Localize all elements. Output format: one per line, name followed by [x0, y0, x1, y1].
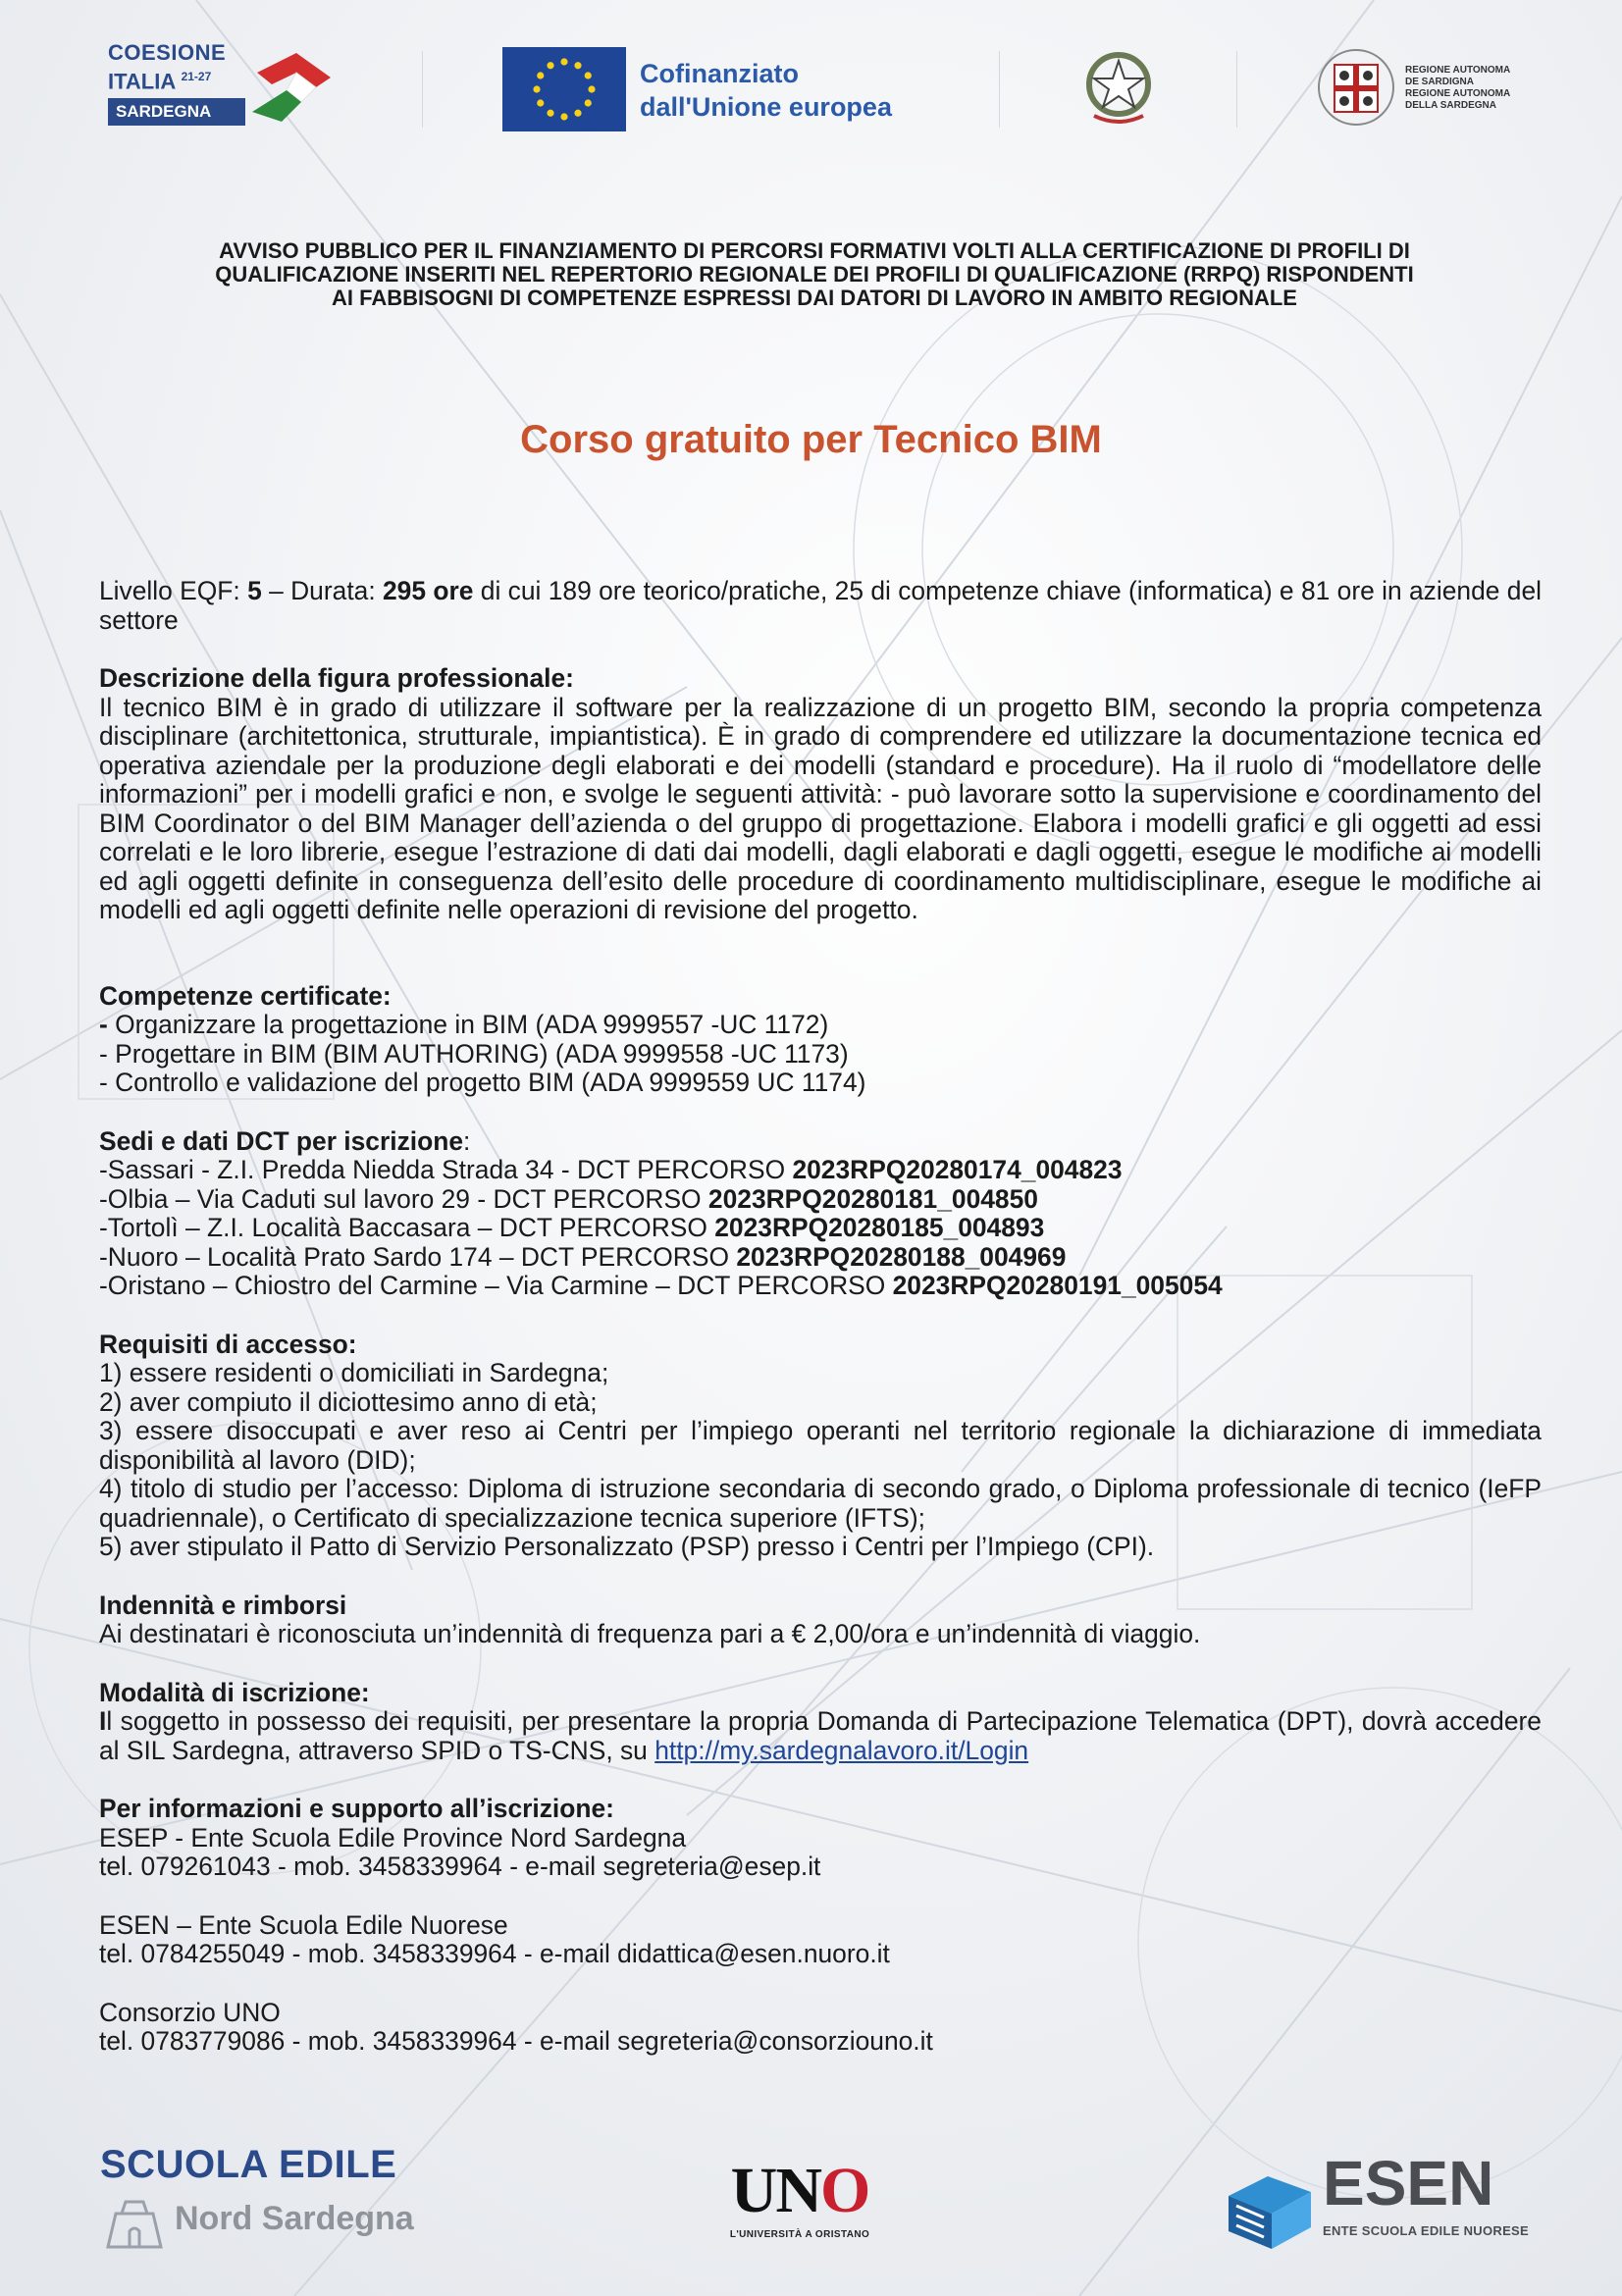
course-details	[99, 577, 1542, 2057]
avviso-line1: AVVISO PUBBLICO PER IL FINANZIAMENTO DI PERCORSI FORMATIVI VOLTI ALLA CERTIFICAZIONE DI PROFILI DI	[219, 238, 1410, 263]
ras-line3: REGIONE AUTONOMA	[1405, 88, 1511, 99]
duration-label: – Durata:	[261, 576, 383, 605]
regione-sardegna-logo	[1315, 45, 1541, 130]
modalita-heading: Modalità di iscrizione:	[99, 1677, 370, 1707]
emblem-icon	[1084, 45, 1153, 128]
coesione-italia-text: ITALIA	[108, 69, 176, 94]
tricolor-arrow-icon	[247, 43, 336, 131]
scuola-line2: Nord Sardegna	[175, 2200, 414, 2237]
uno-mark	[721, 2155, 878, 2226]
footer-logos	[0, 2139, 1622, 2276]
sede-row	[99, 1243, 1542, 1273]
info-heading: Per informazioni e supporto all’iscrizione:	[99, 1794, 614, 1823]
eu-text	[640, 57, 892, 124]
contact-name: ESEN – Ente Scuola Edile Nuorese	[99, 1909, 508, 1940]
esen-cube-icon	[1221, 2157, 1315, 2251]
scuola-edile-logo	[100, 2143, 434, 2261]
sede-address: -Olbia – Via Caduti sul lavoro 29 - DCT PERCORSO	[99, 1183, 708, 1214]
competenza-item: - Progettare in BIM (BIM AUTHORING) (ADA 9999558 -UC 1173)	[99, 1038, 849, 1069]
duration-value: 295 ore	[383, 576, 474, 605]
descrizione-heading: Descrizione della figura professionale:	[99, 663, 574, 693]
sede-row	[99, 1185, 1542, 1215]
competenza-item: - Controllo e validazione del progetto BIM (ADA 9999559 UC 1174)	[99, 1068, 866, 1097]
contact-details: tel. 0784255049 - mob. 3458339964 - e-mail didattica@esen.nuoro.it	[99, 1939, 890, 1968]
competenza-item: - Organizzare la progettazione in BIM (ADA 9999557 -UC 1172)	[99, 1010, 829, 1039]
dct-code: 2023RPQ20280191_005054	[892, 1271, 1223, 1300]
modalita-body: l soggetto in possesso dei requisiti, per presentare la propria Domanda di Partecipazione Telematica (DPT), dovrà accedere al SIL Sardegna, attraverso SPID o TS-CNS, su	[99, 1706, 1542, 1765]
esen-tagline: ENTE SCUOLA EDILE NUORESE	[1323, 2223, 1529, 2238]
ras-line4: DELLA SARDEGNA	[1405, 100, 1496, 111]
header-logos	[98, 39, 1531, 147]
modalita-text	[99, 1707, 1542, 1765]
competenza-text: Organizzare la progettazione in BIM (ADA 9999557 -UC 1172)	[115, 1010, 829, 1039]
requisito-item: 1) essere residenti o domiciliati in Sardegna;	[99, 1358, 609, 1387]
sedi-heading-text: Sedi e dati DCT per iscrizione	[99, 1125, 464, 1156]
eu-flag-icon	[502, 47, 626, 131]
ras-text	[1405, 65, 1510, 112]
uno-letters: UN	[730, 2155, 820, 2226]
contact-name: Consorzio UNO	[99, 1997, 281, 2027]
sede-address: -Oristano – Chiostro del Carmine – Via Carmine – DCT PERCORSO	[99, 1271, 893, 1300]
esen-text: ESEN	[1323, 2148, 1494, 2218]
avviso-line3: AI FABBISOGNI DI COMPETENZE ESPRESSI DAI DATORI DI LAVORO IN AMBITO REGIONALE	[332, 286, 1297, 310]
indennita-heading: Indennità e rimborsi	[99, 1590, 347, 1620]
uno-red-letter: O	[819, 2155, 869, 2226]
dct-code: 2023RPQ20280185_004893	[714, 1213, 1045, 1242]
sede-address: -Sassari - Z.I. Predda Niedda Strada 34 - DCT PERCORSO	[99, 1155, 793, 1184]
duration-details: di cui 189 ore teorico/pratiche, 25 di competenze chiave (informatica) e 81 ore in aziende del settore	[99, 576, 1542, 635]
requisito-item: 2) aver compiuto il diciottesimo anno di età;	[99, 1386, 598, 1417]
eu-star-icon	[574, 62, 581, 69]
sede-row	[99, 1214, 1542, 1243]
contact-details: tel. 079261043 - mob. 3458339964 - e-mail segreteria@esep.it	[99, 1852, 821, 1881]
sede-address: -Tortolì – Z.I. Località Baccasara – DCT PERCORSO	[99, 1213, 715, 1242]
coesione-italia-logo	[108, 41, 343, 139]
italian-republic-emblem	[1084, 45, 1153, 128]
separator	[422, 51, 423, 128]
eu-star-icon	[585, 99, 592, 106]
dct-code: 2023RPQ20280174_004823	[792, 1155, 1123, 1184]
eu-star-icon	[547, 110, 553, 117]
dct-code: 2023RPQ20280188_004969	[736, 1241, 1067, 1272]
sede-row	[99, 1272, 1542, 1301]
level-duration	[99, 577, 1542, 635]
contact-name: ESEP - Ente Scuola Edile Province Nord Sardegna	[99, 1822, 687, 1852]
descrizione-text: Il tecnico BIM è in grado di utilizzare il software per la realizzazione di un progetto BIM, secondo la propria competenza disciplinare (architettonica, strutturale, impiantistica). È in grado di comprendere ed utilizzare la documentazione tecnica ed operativa aziendale per la produzione degli elaborati e dei modelli (standard e procedure). Ha il ruolo di “modellatore delle informazioni” per i modelli grafici e non, e svolge le seguenti attività: - può lavorare sotto la supervisione e coordinamento del BIM Coordinator o del BIM Manager dell’azienda o del gruppo di progettazione. Elabora i modelli grafici e gli oggetti ad essi correlati e le loro librerie, esegue l’estrazione di dati dai modelli, dagli elaborati e dagli oggetti, esegue le modifiche ai modelli ed agli oggetti definite in conseguenza dell’esito delle procedure di coordinamento multidisciplinare, esegue le modifiche ai modelli ed agli oggetti definite nelle operazioni di revisione del progetto.	[99, 692, 1542, 924]
consorzio-uno-logo	[721, 2155, 878, 2267]
eu-star-icon	[585, 72, 592, 78]
eu-star-icon	[533, 85, 540, 92]
ras-line2: DE SARDIGNA	[1405, 77, 1475, 87]
contact-details: tel. 0783779086 - mob. 3458339964 - e-mail segreteria@consorziouno.it	[99, 2026, 933, 2056]
eu-star-icon	[547, 62, 553, 69]
nuraghe-icon	[102, 2196, 167, 2251]
requisito-item: 3) essere disoccupati e aver reso ai Centri per l’impiego operanti nel territorio regionale la dichiarazione di immediata disponibilità al lavoro (DID);	[99, 1416, 1542, 1475]
modalita-lead: I	[99, 1706, 107, 1736]
page-title: Corso gratuito per Tecnico BIM	[520, 418, 1102, 461]
sede-address: -Nuoro – Località Prato Sardo 174 – DCT PERCORSO	[99, 1241, 737, 1272]
requisito-item: 5) aver stipulato il Patto di Servizio Personalizzato (PSP) presso i Centri per l’Impiego (CPI).	[99, 1532, 1155, 1561]
ras-line1: REGIONE AUTONOMA	[1405, 65, 1511, 76]
dct-code: 2023RPQ20280181_004850	[707, 1183, 1038, 1214]
coesione-years: 21-27	[181, 70, 212, 83]
eu-star-icon	[537, 99, 544, 106]
eqf-value: 5	[247, 576, 262, 605]
requisiti-heading: Requisiti di accesso:	[99, 1329, 357, 1359]
indennita-text: Ai destinatari è riconosciuta un’indennità di frequenza pari a € 2,00/ora e un’indennità di viaggio.	[99, 1619, 1201, 1648]
uno-tagline: L'UNIVERSITÀ A ORISTANO	[729, 2229, 870, 2240]
eu-star-icon	[588, 85, 595, 92]
eu-star-icon	[537, 72, 544, 78]
sedi-heading-colon: :	[463, 1125, 471, 1156]
eqf-label: Livello EQF:	[99, 576, 248, 605]
avviso-line2: QUALIFICAZIONE INSERITI NEL REPERTORIO REGIONALE DEI PROFILI DI QUALIFICAZIONE (RRPQ) RISPONDENTI	[215, 262, 1414, 287]
sede-row	[99, 1156, 1542, 1185]
esen-logo	[1221, 2148, 1535, 2259]
competenze-heading: Competenze certificate:	[99, 980, 392, 1011]
sardinia-coat-of-arms-icon	[1315, 45, 1397, 130]
coesione-line1: COESIONE	[108, 40, 227, 65]
eu-line1: Cofinanziato	[640, 59, 799, 88]
sedi-heading	[99, 1127, 1542, 1157]
eu-star-icon	[560, 58, 567, 65]
avviso-heading	[93, 239, 1536, 310]
separator	[1236, 51, 1237, 128]
coesione-region: SARDEGNA	[108, 98, 245, 126]
requisito-item: 4) titolo di studio per l’accesso: Diploma di istruzione secondaria di secondo grado, o Diploma professionale di tecnico (IeFP quadriennale), o Certificato di specializzazione tecnica superiore (IFTS);	[99, 1474, 1542, 1533]
separator	[999, 51, 1000, 128]
eu-line2: dall'Unione europea	[640, 92, 892, 122]
coesione-line2	[108, 65, 211, 93]
eu-star-icon	[574, 110, 581, 117]
scuola-line1: SCUOLA EDILE	[100, 2143, 397, 2186]
eu-star-icon	[560, 113, 567, 120]
eu-cofinanced-logo	[502, 47, 915, 135]
sil-login-link[interactable]: http://my.sardegnalavoro.it/Login	[654, 1735, 1029, 1765]
